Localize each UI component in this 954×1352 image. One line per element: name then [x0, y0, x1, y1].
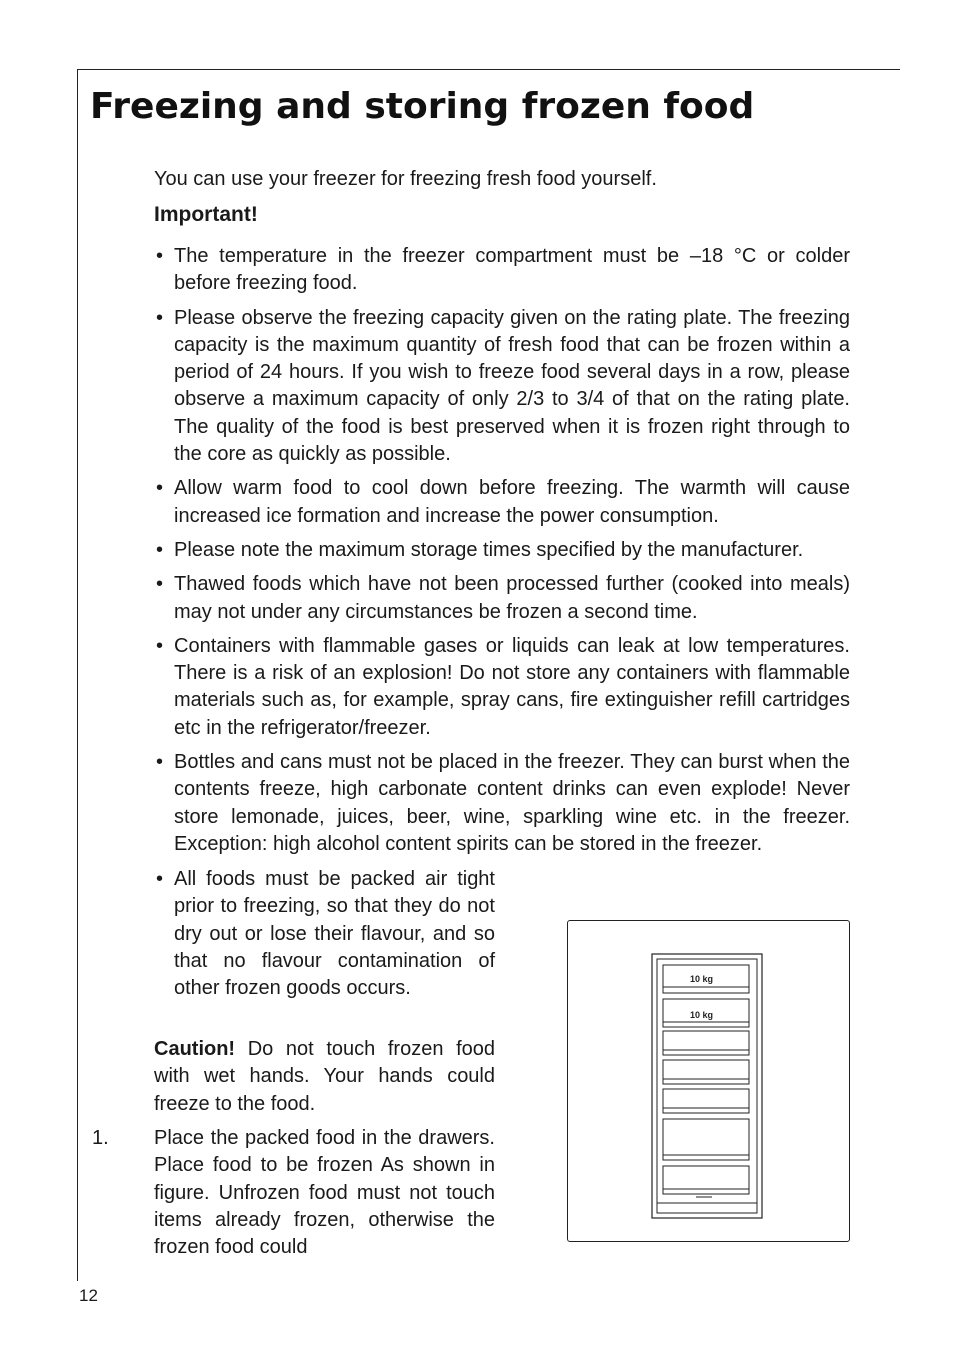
freezer-illustration	[568, 921, 849, 1241]
page-title: Freezing and storing frozen food	[90, 86, 755, 127]
freezer-figure	[567, 920, 850, 1242]
intro-text: You can use your freezer for freezing fresh food yourself.	[154, 168, 657, 190]
page-number: 12	[79, 1286, 98, 1305]
freezer-cabinet	[652, 954, 762, 1218]
drawer-label: 10 kg	[690, 1010, 714, 1020]
list-item: • Please observe the freezing capacity given on the rating plate. The freezing capacity is the maximum quantity of fresh food that can be frozen within a period of 24 hours. If you wish to freeze food several days in a row, please observe a maximum capacity of only 2/3 to 3/4 of that on the rating plate. The quality of the food is best preserved when it is frozen right through to the core as quickly as possible.	[154, 305, 850, 469]
header-rule	[77, 69, 900, 70]
caution-note	[154, 1036, 495, 1118]
list-item: • Please note the maximum storage times specified by the manufacturer.	[154, 537, 850, 564]
caution-text: Do not touch frozen food with wet hands. Your hands could freeze to the food.	[154, 1038, 495, 1115]
drawer	[663, 1031, 749, 1055]
instructions-list	[154, 243, 850, 865]
list-item: • All foods must be packed air tight prior to freezing, so that they do not dry out or lose their flavour, and so that no flavour contamination of other frozen goods occurs.	[154, 866, 495, 1002]
step-text: Place the packed food in the drawers. Place food to be frozen As shown in figure. Unfrozen food must not touch items already frozen, otherwise the frozen food could	[154, 1127, 495, 1259]
list-item: • Bottles and cans must not be placed in the freezer. They can burst when the contents freeze, high carbonate content drinks can even explode! Never store lemonade, juices, beer, wine, sparkling wine etc. in the freezer. Exception: high alcohol content spirits can be stored in the freezer.	[154, 749, 850, 858]
drawer	[663, 1060, 749, 1084]
list-item: • Thawed foods which have not been processed further (cooked into meals) may not under any circumstances be frozen a second time.	[154, 571, 850, 626]
step-number: 1.	[92, 1127, 109, 1149]
freezer-inner-wall	[657, 959, 757, 1213]
packing-list	[154, 866, 495, 1002]
caution-label: Caution!	[154, 1038, 236, 1060]
drawer	[663, 1089, 749, 1113]
list-item: • Containers with flammable gases or liquids can leak at low temperatures. There is a risk of an explosion! Do not store any containers with flammable materials such as, for example, spray cans, fire extinguisher refill cartridges etc in the refrigerator/freezer.	[154, 633, 850, 742]
margin-rule	[77, 69, 78, 1281]
list-item: • Allow warm food to cool down before freezing. The warmth will cause increased ice formation and increase the power consumption.	[154, 475, 850, 530]
drawer	[663, 1119, 749, 1160]
list-item: • The temperature in the freezer compartment must be –18 °C or colder before freezing food.	[154, 243, 850, 298]
important-label: Important!	[154, 203, 258, 226]
drawer-label: 10 kg	[690, 974, 714, 984]
drawer	[663, 1166, 749, 1194]
